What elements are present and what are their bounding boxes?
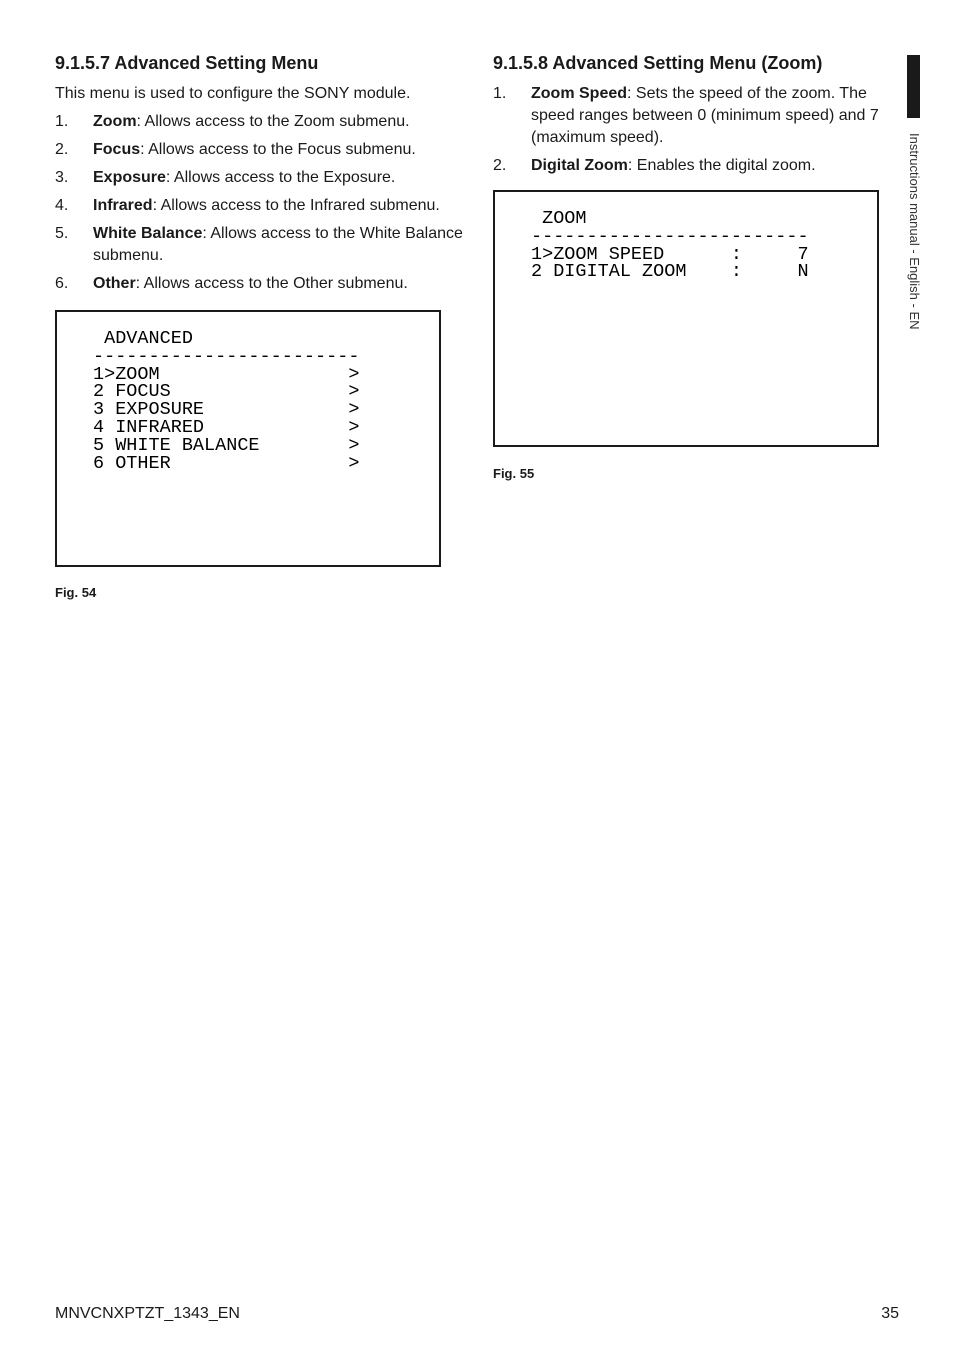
section-heading: 9.1.5.7 Advanced Setting Menu [55, 53, 319, 73]
zoom-items-list [493, 83, 893, 177]
list-item: 2. Digital Zoom: Enables the digital zoom. [493, 157, 816, 174]
list-item: 2. Focus: Allows access to the Focus submenu. [55, 141, 416, 158]
list-item: 1. Zoom: Allows access to the Zoom submenu. [55, 113, 410, 130]
osd-zoom-menu [493, 190, 879, 447]
figure-caption: Fig. 54 [55, 585, 97, 600]
section-heading: 9.1.5.8 Advanced Setting Menu (Zoom) [493, 53, 823, 73]
document-code: MNVCNXPTZT_1343_EN [55, 1305, 240, 1322]
list-item: 3. Exposure: Allows access to the Exposure. [55, 169, 396, 186]
osd-text: ZOOM ------------------------- 1>ZOOM SPEED : 7 2 DIGITAL ZOOM : N [531, 208, 809, 283]
side-label: Instructions manual - English - EN [907, 133, 922, 330]
list-item: 6. Other: Allows access to the Other submenu. [55, 275, 408, 292]
list-item: 1. Zoom Speed: Sets the speed of the zoom. The speed ranges between 0 (minimum speed) and 7 (maximum speed). [493, 85, 879, 146]
section-intro: This menu is used to configure the SONY module. [55, 85, 411, 102]
advanced-items-list [55, 111, 465, 295]
advanced-setting-section [55, 52, 465, 301]
page-number: 35 [881, 1305, 899, 1322]
list-item: 4. Infrared: Allows access to the Infrared submenu. [55, 197, 440, 214]
osd-advanced-menu [55, 310, 441, 567]
zoom-setting-section [493, 52, 893, 183]
osd-text: ADVANCED ------------------------ 1>ZOOM > 2 FOCUS > 3 EXPOSURE > 4 INFRARED > 5 WHITE BALANCE > 6 OTHER > [93, 328, 360, 474]
list-item: 5. White Balance: Allows access to the White Balance submenu. [55, 225, 463, 264]
figure-caption: Fig. 55 [493, 466, 535, 481]
section-tab-marker [907, 55, 920, 118]
